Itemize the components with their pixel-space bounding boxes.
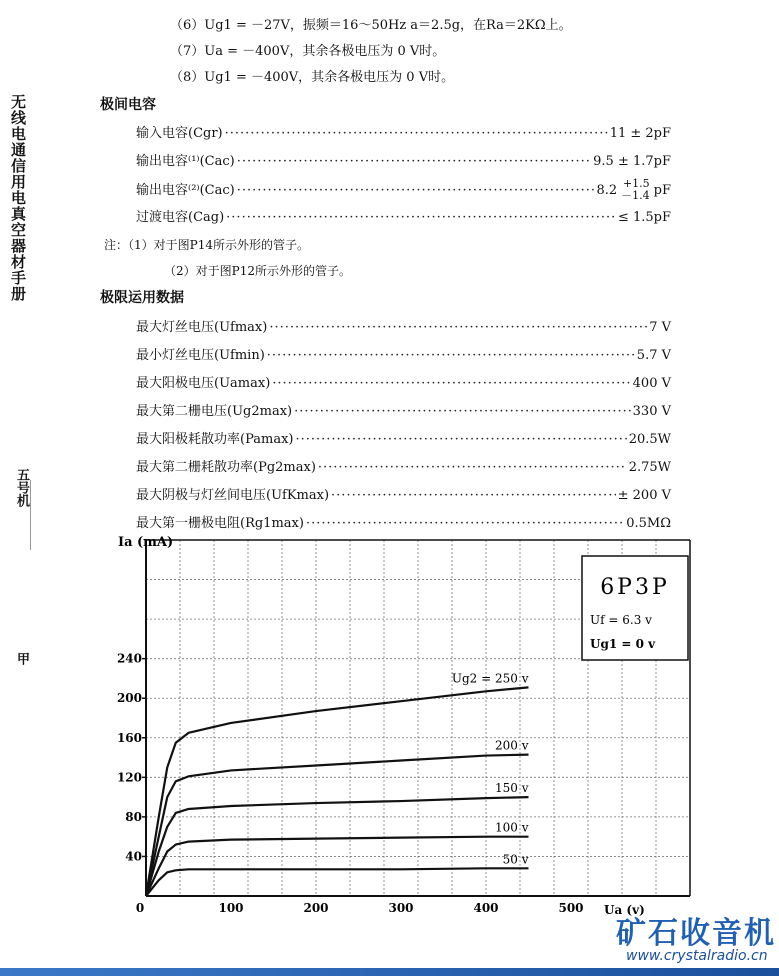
capacitance-row <box>136 122 671 141</box>
note-2: （2）对于图P12所示外形的管子。 <box>164 264 351 278</box>
book-title: 无线电通信用电真空器材手册 <box>9 94 27 302</box>
y-axis-label: Ia (mA) <box>118 535 174 550</box>
row-value: ≤ 1.5pF <box>617 210 671 225</box>
leader-dots <box>225 126 608 141</box>
y-tick-label: 240 <box>116 651 142 666</box>
y-tick-label: 40 <box>125 849 142 864</box>
leader-dots <box>272 376 630 391</box>
row-label: 过渡电容(Cag) <box>136 210 225 225</box>
series-line <box>146 868 529 896</box>
tolerance-minus: －1.4 <box>621 189 650 202</box>
limits-heading: 极限运用数据 <box>100 290 184 306</box>
limit-row <box>136 484 671 503</box>
y-tick-label: 80 <box>125 809 142 824</box>
x-tick-label: 300 <box>388 901 414 915</box>
row-value: 20.5W <box>628 432 671 447</box>
leader-dots <box>269 320 647 335</box>
leader-dots <box>226 210 616 225</box>
row-value: 330 V <box>632 404 671 419</box>
y-tick-label: 160 <box>116 730 142 745</box>
series-line <box>146 837 529 896</box>
row-value: 7 V <box>649 320 671 335</box>
site-url: www.crystalradio.cn <box>626 948 768 964</box>
leader-dots <box>306 516 624 531</box>
series-line <box>146 755 529 896</box>
row-label: 最大第二栅电压(Ug2max) <box>136 404 293 419</box>
x-tick-label: 400 <box>473 901 499 915</box>
condition-uf: Uf = 6.3 v <box>590 613 652 627</box>
leader-dots <box>267 348 635 363</box>
limit-row <box>136 512 671 531</box>
series-label: 200 v <box>495 738 529 753</box>
row-value: 0.5MΩ <box>626 516 671 531</box>
capacitance-row <box>136 150 671 169</box>
limit-row <box>136 316 671 335</box>
x-tick-label: 100 <box>218 901 244 915</box>
footer-bar <box>0 968 779 976</box>
series-label: 150 v <box>495 781 529 796</box>
leader-dots <box>237 183 595 198</box>
series-label: 100 v <box>495 820 529 835</box>
series-label: Ug2 = 250 v <box>451 671 529 686</box>
y-tick-label: 200 <box>116 691 142 706</box>
row-value: 5.7 V <box>636 348 671 363</box>
chart-legend-box <box>582 556 688 660</box>
series-line <box>146 687 529 896</box>
condition-line-7: （7）Ua = －400V，其余各极电压为 0 V时。 <box>170 44 446 59</box>
section-label: 五号机 <box>14 468 29 507</box>
row-value: 2.75W <box>628 460 671 475</box>
capacitance-heading: 极间电容 <box>100 97 156 113</box>
row-value <box>596 178 671 202</box>
x-tick-label: 0 <box>135 901 145 915</box>
y-tick-label: 120 <box>116 770 142 785</box>
leader-dots <box>295 432 626 447</box>
row-value: 400 V <box>632 376 671 391</box>
x-tick-label: 500 <box>558 901 584 915</box>
plate-characteristics-chart <box>0 530 779 930</box>
series-line <box>146 797 529 896</box>
row-label: 最小灯丝电压(Ufmin) <box>136 348 265 363</box>
subsection-label: 甲 <box>14 652 29 665</box>
row-label: 输出电容⁽²⁾(Cac) <box>136 182 235 198</box>
row-label: 输出电容⁽¹⁾(Cac) <box>136 154 235 169</box>
leader-dots <box>294 404 631 419</box>
limit-row <box>136 400 671 419</box>
leader-dots <box>318 460 627 475</box>
row-label: 输入电容(Cgr) <box>136 126 223 141</box>
row-label: 最大阳极耗散功率(Pamax) <box>136 432 294 447</box>
tolerance-plus: +1.5 <box>622 177 650 190</box>
condition-line-6: （6）Ug1 = －27V，振频＝16～50Hz a＝2.5g，在Ra＝2KΩ上。 <box>170 18 572 33</box>
tolerance <box>621 178 650 202</box>
capacitance-row <box>136 178 671 202</box>
row-value: 11 ± 2pF <box>609 126 671 141</box>
chart-title: 6P3P <box>600 575 670 600</box>
note-1: 注：（1）对于图P14所示外形的管子。 <box>104 238 309 252</box>
condition-line-8: （8）Ug1 = －400V，其余各极电压为 0 V时。 <box>170 70 455 85</box>
series-label: 50 v <box>502 852 529 867</box>
limit-row <box>136 344 671 363</box>
leader-dots <box>237 154 591 169</box>
value-number: 8.2 <box>596 182 618 198</box>
row-value: 9.5 ± 1.7pF <box>593 154 671 169</box>
row-label: 最大第一栅极电阻(Rg1max) <box>136 516 304 531</box>
row-value: ± 200 V <box>617 488 671 503</box>
x-axis-label: Ua (v) <box>604 903 645 917</box>
row-label: 最大阳极电压(Uamax) <box>136 376 271 391</box>
x-tick-label: 200 <box>303 901 329 915</box>
capacitance-row <box>136 206 671 225</box>
limit-row <box>136 456 671 475</box>
limit-row <box>136 372 671 391</box>
site-logo-text: 矿石收音机 <box>616 916 776 951</box>
leader-dots <box>331 488 616 503</box>
limit-row <box>136 428 671 447</box>
row-label: 最大灯丝电压(Ufmax) <box>136 320 268 335</box>
row-label: 最大第二栅耗散功率(Pg2max) <box>136 460 316 475</box>
chart-series <box>146 671 529 896</box>
condition-ug1: Ug1 = 0 v <box>590 637 656 651</box>
value-unit: pF <box>653 182 671 198</box>
row-label: 最大阴极与灯丝间电压(UfKmax) <box>136 488 330 503</box>
